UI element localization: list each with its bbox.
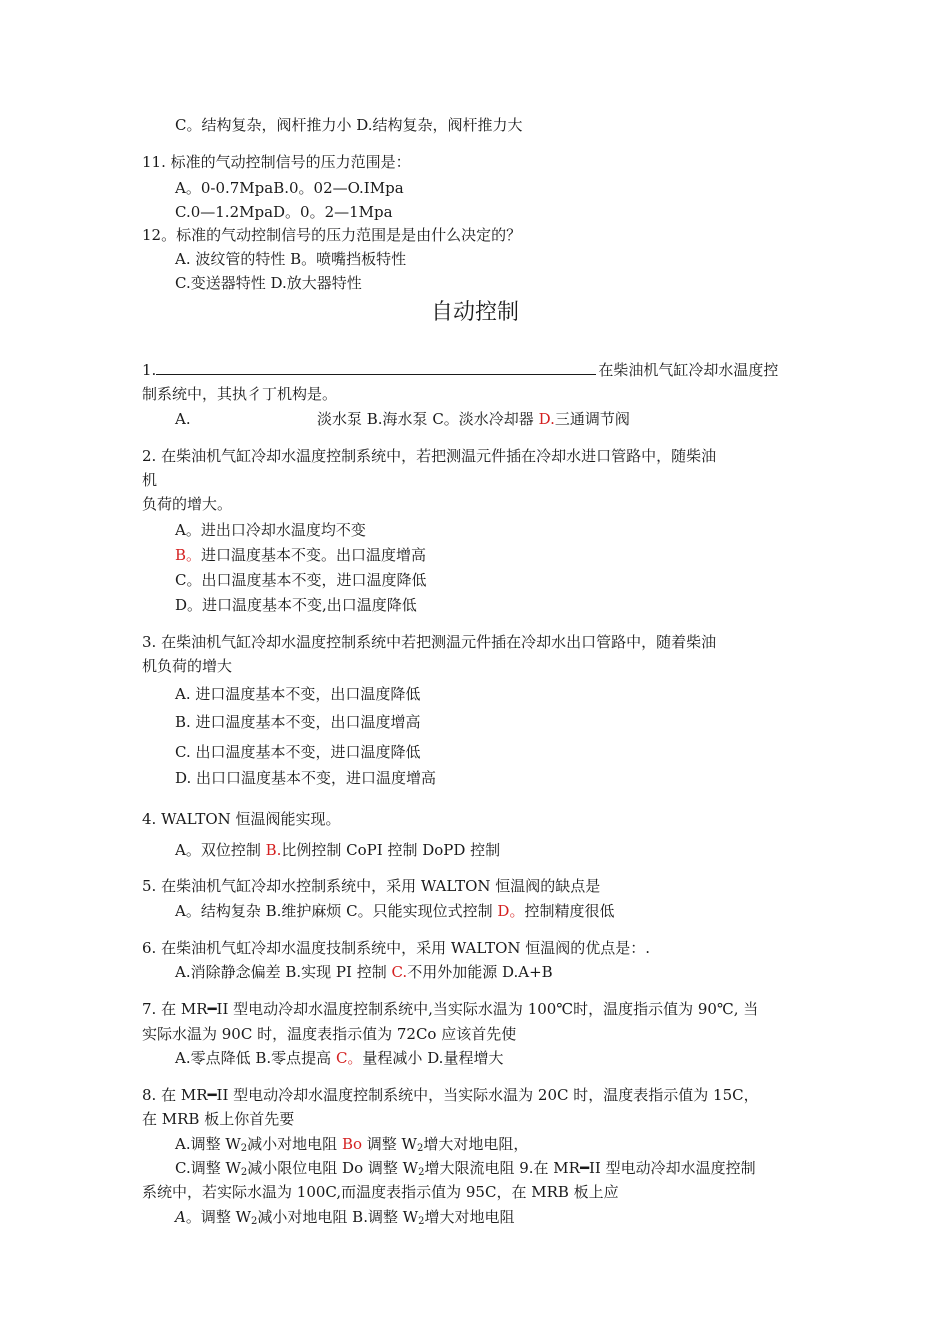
option-line: C。结构复杂，阀杆推力小 D.结构复杂，阀杆推力大: [175, 116, 523, 134]
option-line: A. 波纹管的特性 B。喷嘴挡板特性: [175, 250, 407, 268]
question-11: 11. 标准的气动控制信号的压力范围是：: [142, 153, 411, 171]
option-line: B. 进口温度基本不变，出口温度增高: [175, 713, 421, 731]
option-line: C. 出口温度基本不变，进口温度降低: [175, 743, 421, 761]
question-5: 5. 在柴油机气缸冷却水控制系统中，采用 WALTON 恒温阀的缺点是: [142, 877, 601, 895]
question-text: 在柴油机气缸冷却水温度控: [598, 361, 779, 379]
section-title: 自动控制: [430, 300, 519, 325]
question-1-cont: 制系统中，其执彳丁机构是。: [142, 385, 338, 403]
question-7: 7. 在 MR━II 型电动冷却水温度控制系统中,当实际水温为 100℃时，温度指示值为 90℃, 当: [142, 1000, 759, 1018]
question-7-cont: 实际水温为 90C 时，温度表指示值为 72Co 应该首先使: [142, 1025, 517, 1043]
option-line: A。结构复杂 B.维护麻烦 C。只能实现位式控制 D。控制精度很低: [175, 902, 615, 920]
question-4: 4. WALTON 恒温阀能实现。: [142, 810, 341, 828]
question-1: [142, 359, 778, 380]
question-3: 3. 在柴油机气缸冷却水温度控制系统中若把测温元件插在冷却水出口管路中，随着柴油: [142, 633, 717, 651]
question-2: 2. 在柴油机气缸冷却水温度控制系统中，若把测温元件插在冷却水进口管路中，随柴油: [142, 447, 717, 465]
option-line: [175, 409, 630, 429]
option-line: B。进口温度基本不变。出口温度增高: [175, 546, 427, 564]
option-line: A.零点降低 B.零点提高 C。量程减小 D.量程增大: [175, 1049, 504, 1067]
question-number: 1.: [142, 361, 157, 379]
option-line: A. 进口温度基本不变，出口温度降低: [175, 685, 421, 703]
option-line: A。0-0.7MpaB.0。02—O.IMpa: [175, 179, 404, 197]
question-12: 12。标准的气动控制信号的压力范围是是由什么决定的？: [142, 226, 522, 244]
answer-key: C.: [391, 963, 408, 981]
answer-key: D。: [497, 902, 525, 920]
question-8: 8. 在 MR━II 型电动冷却水温度控制系统中，当实际水温为 20C 时，温度表指示值为 15C，: [142, 1086, 759, 1104]
question-9-cont: 系统中，若实际水温为 100C,而温度表指示值为 95C，在 MRB 板上应: [142, 1183, 619, 1201]
option-line: A。双位控制 B.比例控制 CoPI 控制 DoPD 控制: [175, 841, 501, 859]
option-line: C.0—1.2MpaD。0。2—1Mpa: [175, 203, 393, 221]
question-8-cont: 在 MRB 板上你首先要: [142, 1110, 295, 1128]
answer-key: B。: [175, 546, 202, 564]
option-line: D. 出口口温度基本不变，进口温度增高: [175, 769, 437, 787]
option-a-label: A.: [175, 410, 191, 428]
question-6: 6. 在柴油机气虹冷却水温度技制系统中，采用 WALTON 恒温阀的优点是：.: [142, 939, 651, 957]
option-line: A。调整 $W_2$减小对地电阻 B.调整 $W_2$增大对地电阻: [175, 1208, 515, 1227]
option-line: C.变送器特性 D.放大器特性: [175, 274, 362, 292]
answer-key: Bo: [341, 1135, 363, 1153]
answer-key: C。: [335, 1049, 363, 1067]
options-text: 淡水泵 B.海水泵 C。淡水冷却器 D.三通调节阀: [317, 410, 630, 428]
option-line: A.调整 $W_2$减小对地电阻 Bo 调整 $W_2$增大对地电阻，: [175, 1135, 529, 1154]
option-line: A。进出口冷却水温度均不变: [175, 521, 366, 539]
question-3-cont: 机负荷的增大: [142, 657, 233, 675]
fill-blank-line: [156, 359, 596, 375]
answer-key: B.: [265, 841, 282, 859]
option-line: D。进口温度基本不变,出口温度降低: [175, 596, 417, 614]
option-line: C。出口温度基本不变，进口温度降低: [175, 571, 427, 589]
question-2-cont: 机: [142, 471, 158, 489]
option-line: A.消除静念偏差 B.实现 PI 控制 C.不用外加能源 D.A+B: [175, 963, 553, 981]
question-2-cont: 负荷的增大。: [142, 495, 233, 513]
option-line: C.调整 $W_2$减小限位电阻 Do 调整 $W_2$增大限流电阻 9.在 MR━II 型电动冷却水温度控制: [175, 1159, 756, 1178]
answer-key: D.: [538, 410, 555, 428]
